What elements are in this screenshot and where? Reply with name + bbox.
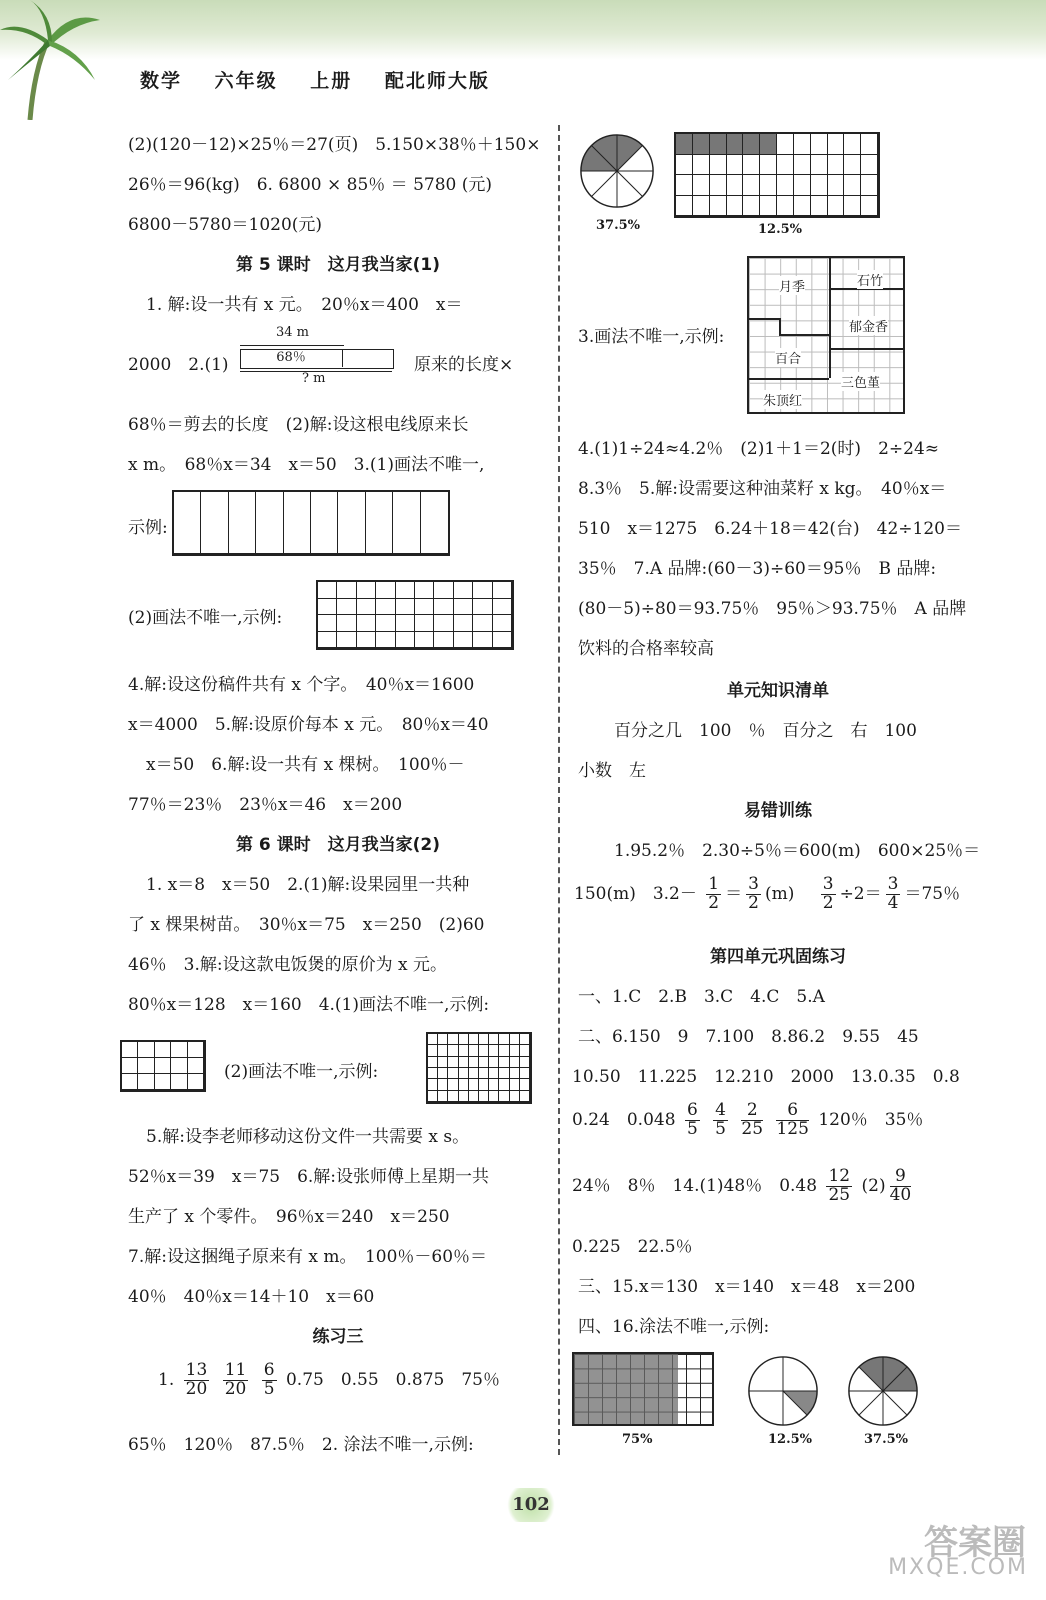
section-heading: 易错训练 [744,801,812,821]
segment-top-label: 34 m [276,325,310,340]
answer-line: 生产了 x 个零件。 96％x＝240 x＝250 [128,1207,450,1227]
header-banner [0,0,1046,60]
grade-label: 六年级 [214,70,278,92]
volume-label: 上册 [310,70,353,92]
fraction-denominator: 20 [224,1378,247,1399]
answer-text: 0.75 0.55 0.875 75％ [285,1369,500,1390]
fraction-numerator: 9 [890,1168,912,1187]
fraction-numerator: 4 [715,1100,726,1120]
answer-line: 68％＝剪去的长度 (2)解:设这根电线原来长 [128,415,469,435]
section-heading: 第四单元巩固练习 [710,947,846,967]
section-heading: 第 6 课时 这月我当家(2) [235,835,441,855]
plot-label: 三色堇 [841,372,880,391]
answer-line: 小数 左 [578,761,646,781]
answer-text: 24％ 8％ 14.(1)48％ 0.48 [572,1175,818,1196]
shaded-grid-75 [572,1352,714,1426]
answer-text: ＝ [725,883,743,904]
caption: 37.5% [864,1432,909,1447]
answer-line: 百分之几 100 ％ 百分之 右 100 [614,721,917,741]
answer-line: (80－5)÷80＝93.75％ 95％＞93.75％ A 品牌 [578,599,967,619]
subject-label: 数学 [140,70,183,92]
small-grid [120,1040,206,1092]
answer-line [574,876,960,913]
answer-line: 8.3％ 5.解:设需要这种油菜籽 x kg。 40％x＝ [578,479,947,499]
fraction [713,1102,728,1139]
fraction-denominator: 25 [741,1118,764,1139]
fraction-denominator: 2 [822,892,834,913]
hundred-grid [316,580,514,650]
answer-line: 77％＝23％ 23％x＝46 x＝200 [128,795,403,815]
fraction-denominator: 125 [776,1118,809,1139]
answer-line: 6800－5780＝1020(元) [128,215,323,235]
answer-line: x＝50 6.解:设一共有 x 棵树。 100％－ [146,755,465,775]
watermark-url: MXQE.COM [888,1555,1028,1580]
fraction-denominator: 25 [828,1184,851,1205]
fraction [821,876,836,913]
palm-tree-icon [0,0,110,120]
fraction [826,1168,852,1205]
fraction-denominator: 4 [887,892,899,913]
answer-line: 1. x＝8 x＝50 2.(1)解:设果园里一共种 [146,875,470,895]
answer-line: 4.解:设这份稿件共有 x 个字。 40％x＝1600 [128,675,475,695]
answer-line: 510 x＝1275 6.24＋18＝42(台) 42÷120＝ [578,519,963,539]
fraction-denominator: 5 [686,1118,698,1139]
fraction-denominator: 5 [263,1378,275,1399]
book-title [140,66,514,93]
answer-line: 10.50 11.225 12.210 2000 13.0.35 0.8 [572,1067,960,1087]
fraction-numerator: 6 [776,1102,808,1121]
answer-line: 65％ 120％ 87.5％ 2. 涂法不唯一,示例: [128,1435,474,1455]
shaded-grid [674,132,880,218]
item-number: 1. [158,1369,175,1390]
answer-line: x m。 68％x＝34 x＝50 3.(1)画法不唯一, [128,455,485,475]
fraction-numerator: 2 [741,1102,763,1121]
fraction [184,1362,210,1399]
answer-text: 150(m) 3.2－ [574,883,697,904]
fraction-denominator: 20 [185,1378,208,1399]
fraction [886,876,901,913]
answer-line: 饮料的合格率较高 [578,639,714,659]
answer-line: 三、15.x＝130 x＝140 x＝48 x＝200 [578,1277,916,1297]
fraction-denominator: 5 [715,1118,726,1139]
answer-line: 示例: [128,518,168,538]
answer-line: 1. 解:设一共有 x 元。 20％x＝400 x＝ [146,295,463,315]
answer-line: 3.画法不唯一,示例: [578,327,725,347]
strip-grid [172,490,450,556]
fraction [223,1362,249,1399]
fraction-numerator: 6 [263,1360,275,1380]
edition-label: 配北师大版 [384,70,490,92]
answer-line: 35％ 7.A 品牌:(60－3)÷60＝95％ B 品牌: [578,559,937,579]
answer-line: 7.解:设这捆绳子原来有 x m。 100％－60％＝ [128,1247,488,1267]
fraction [776,1102,808,1139]
fraction-numerator: 11 [224,1360,247,1380]
pie-chart-37-5 [578,132,656,210]
segment-inner-label: 68％ [240,349,343,367]
answer-line: 40％ 40％x＝14＋10 x＝60 [128,1287,375,1307]
fraction [685,1102,700,1139]
answer-line [572,1168,915,1205]
caption: 12.5% [768,1432,813,1447]
answer-line: 1.95.2％ 2.30÷5％＝600(m) 600×25％＝ [614,841,981,861]
fraction [741,1102,763,1139]
answer-text: (m) [764,883,795,904]
answer-line: 二、6.150 9 7.100 8.86.2 9.55 45 [578,1027,919,1047]
answer-line: 0.225 22.5％ [572,1237,693,1257]
section-heading: 练习三 [312,1327,364,1347]
watermark-logo: 答案圈 [924,1523,1026,1563]
answer-line: 4.(1)1÷24≈4.2％ (2)1＋1＝2(时) 2÷24≈ [578,439,940,459]
pie-chart-12-5 [746,1354,820,1428]
answer-line: 52％x＝39 x＝75 6.解:设张师傅上星期一共 [128,1167,490,1187]
plot-label: 朱顶红 [763,390,802,409]
answer-line: (2)(120－12)×25％＝27(页) 5.150×38％＋150× [128,135,541,155]
fraction-numerator: 12 [828,1166,851,1186]
fraction [746,876,761,913]
fraction-numerator: 3 [748,874,759,894]
answer-line: 5.解:设李老师移动这份文件一共需要 x s。 [146,1127,470,1147]
fraction-numerator: 1 [708,874,720,894]
fraction-numerator: 3 [822,874,834,894]
fraction [890,1168,912,1205]
fraction-denominator: 2 [708,892,720,913]
answer-line: 2000 2.(1) [128,355,229,375]
answer-line: x＝4000 5.解:设原价每本 x 元。 80％x＝40 [128,715,489,735]
answer-line: 原来的长度× [414,355,514,375]
fraction [262,1362,277,1399]
answer-text: 120％ 35％ [818,1109,924,1130]
pie-chart-37-5 [846,1354,920,1428]
fraction-denominator: 2 [748,892,759,913]
fraction-numerator: 13 [185,1360,208,1380]
page-number: 102 [503,1488,559,1522]
fraction-numerator: 6 [686,1100,698,1120]
answer-line: 四、16.涂法不唯一,示例: [578,1317,770,1337]
flower-garden-plan [747,256,905,414]
answer-line: (2)画法不唯一,示例: [224,1062,379,1082]
answer-line [572,1102,923,1139]
answer-line: 26％＝96(kg) 6. 6800 × 85％ ＝ 5780 (元) [128,175,493,195]
fraction [706,876,721,913]
answer-line: 了 x 棵果树苗。 30％x＝75 x＝250 (2)60 [128,915,485,935]
plot-label: 月季 [779,276,805,295]
answer-line: 一、1.C 2.B 3.C 4.C 5.A [578,987,825,1007]
section-heading: 第 5 课时 这月我当家(1) [235,255,441,275]
answer-line [158,1362,500,1399]
hundred-grid [426,1032,532,1104]
plot-label: 百合 [775,348,801,367]
fraction-numerator: 3 [887,874,899,894]
answer-line: (2)画法不唯一,示例: [128,608,283,628]
column-divider [558,125,560,1455]
answer-text: (2) [861,1175,886,1196]
fraction-denominator: 40 [889,1184,912,1205]
plot-label: 郁金香 [849,316,888,335]
segment-bottom-label: ? m [302,371,326,386]
caption: 37.5% [596,218,641,233]
section-heading: 单元知识清单 [727,681,829,701]
caption: 75% [622,1432,653,1447]
answer-line: 80％x＝128 x＝160 4.(1)画法不唯一,示例: [128,995,490,1015]
answer-text: 0.24 0.048 [572,1109,676,1130]
caption: 12.5% [758,222,803,237]
answer-line: 46％ 3.解:设这款电饭煲的原价为 x 元。 [128,955,447,975]
plot-label: 石竹 [857,270,883,289]
answer-text: ＝75％ [904,883,961,904]
answer-text: ÷2＝ [839,883,882,904]
segment-diagram [236,325,396,385]
